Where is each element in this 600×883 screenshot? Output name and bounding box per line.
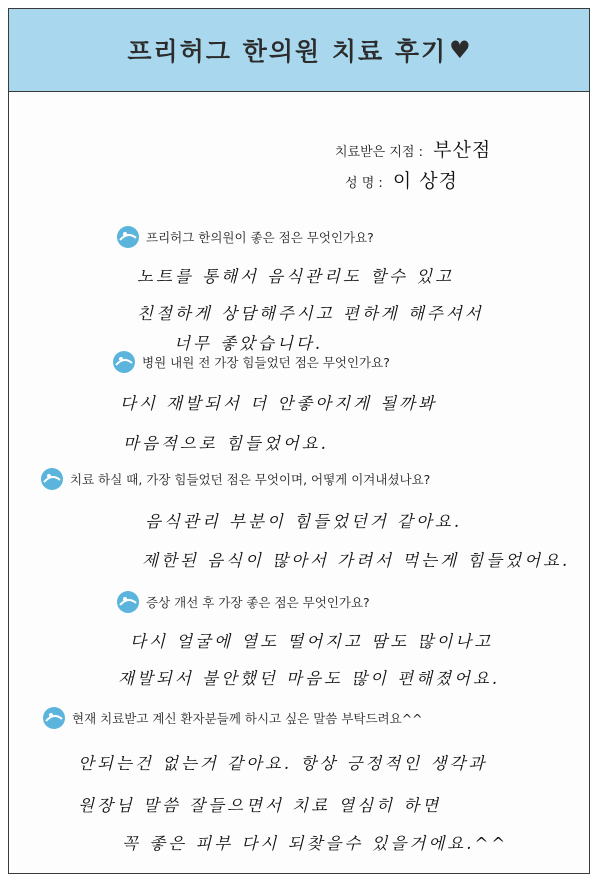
question-1-text: 프리허그 한의원이 좋은 점은 무엇인가요? bbox=[146, 230, 374, 245]
answer-2-line-2: 마음적으로 힘들었어요. bbox=[123, 434, 329, 453]
answer-1-line-2: 친절하게 상담해주시고 편하게 해주셔서 bbox=[137, 304, 484, 323]
question-3 bbox=[40, 467, 430, 491]
answer-5-line-3: 꼭 좋은 피부 다시 되찾을수 있을거에요.^^ bbox=[122, 834, 509, 853]
question-4 bbox=[116, 590, 370, 614]
answer-1-line-3: 너무 좋았습니다. bbox=[174, 334, 324, 353]
answer-5-line-2: 원장님 말씀 잘들으면서 치료 열심히 하면 bbox=[78, 796, 442, 815]
logo-bubble-icon bbox=[42, 706, 66, 730]
form-title: 프리허그 한의원 치료 후기 bbox=[127, 37, 448, 66]
answer-4-line-1: 다시 얼굴에 열도 떨어지고 땀도 많이나고 bbox=[130, 632, 494, 651]
question-5-text: 현재 치료받고 계신 환자분들께 하시고 싶은 말씀 부탁드려요^^ bbox=[72, 711, 423, 726]
form-header bbox=[9, 9, 589, 92]
question-2 bbox=[112, 350, 390, 374]
question-4-text: 증상 개선 후 가장 좋은 점은 무엇인가요? bbox=[146, 595, 370, 610]
logo-bubble-icon bbox=[116, 590, 140, 614]
branch-label: 치료받은 지점 : bbox=[335, 145, 423, 160]
answer-4-line-2: 재발되서 불안했던 마음도 많이 편해졌어요. bbox=[118, 669, 501, 688]
answer-3-line-2: 제한된 음식이 많아서 가려서 먹는게 힘들었어요. bbox=[142, 551, 571, 570]
question-3-text: 치료 하실 때, 가장 힘들었던 점은 무엇이며, 어떻게 이겨내셨나요? bbox=[70, 472, 431, 487]
logo-bubble-icon bbox=[116, 225, 140, 249]
answer-2-line-1: 다시 재발되서 더 안좋아지게 될까봐 bbox=[120, 394, 438, 413]
question-5 bbox=[42, 706, 423, 730]
branch-value: 부산점 bbox=[433, 139, 492, 161]
answer-3-line-1: 음식관리 부분이 힘들었던거 같아요. bbox=[145, 512, 463, 531]
question-1 bbox=[116, 225, 374, 249]
heart-icon: ♥ bbox=[449, 36, 471, 64]
branch-row bbox=[335, 135, 491, 162]
name-row bbox=[345, 166, 458, 193]
name-value: 이 상경 bbox=[392, 170, 459, 192]
logo-bubble-icon bbox=[112, 350, 136, 374]
name-label: 성 명 : bbox=[345, 176, 383, 191]
logo-bubble-icon bbox=[40, 467, 64, 491]
answer-5-line-1: 안되는건 없는거 같아요. 항상 긍정적인 생각과 bbox=[78, 754, 488, 773]
answer-1-line-1: 노트를 통해서 음식관리도 할수 있고 bbox=[137, 267, 455, 286]
question-2-text: 병원 내원 전 가장 힘들었던 점은 무엇인가요? bbox=[142, 355, 390, 370]
